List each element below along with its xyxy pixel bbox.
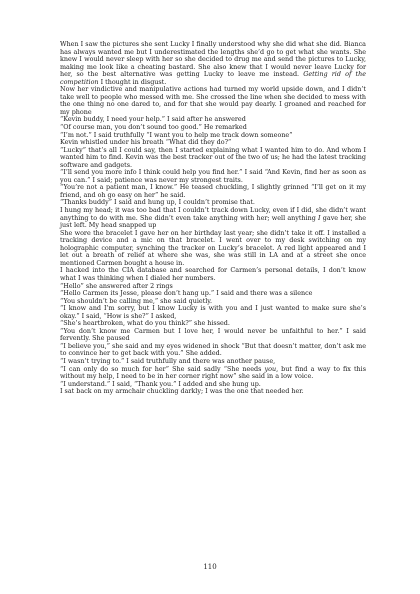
paragraph-text: “Hello Carmen its Jesse, please don’t hang up.” I said and there was a silence (60, 289, 313, 298)
paragraph-text: , but find a way to fix this without my help, I need to be in her corner right now” she said in a low voice. (60, 364, 366, 381)
paragraph-p2 (60, 86, 366, 116)
paragraph-text: “I know and I’m sorry, but I know Lucky is with you and I just wanted to make sure she’s okay.” I said, “How is she?” I asked, (60, 304, 366, 320)
paragraph-text: “I believe you,” she said and my eyes widened in shock “But that doesn’t matter, don’t ask me to convince her to get back with you.” She added. (60, 341, 366, 358)
paragraph-text: “I’m not.” I said truthfully “I want you to help me track down someone” (60, 130, 293, 139)
paragraph-text: “You don’t know me Carmen but I love her, I would never be unfaithful to her.” I said fervently. She paused (60, 326, 366, 343)
paragraph-text: “Lucky” that’s all I could say, then I started explaining what I wanted him to do. And whom I wanted him to find. Kevin was the best tracker out of the two of us; he had the latest tracking software and gadgets. (60, 145, 366, 169)
paragraph-text: When I saw the pictures she sent Lucky I finally understood why she did what she did. Bianca has always wanted me but I underestimated the lengths she’d go to get what she wants. She knew I would never sleep with her so she decided to drug me and send the pictures to Lucky, making me look like a cheating bastard. She also knew that I would never leave Lucky for her, so the best alternative was getting Lucky to leave me instead. (60, 40, 366, 79)
paragraph-p13 (60, 267, 366, 282)
paragraph-text: “I’ll send you more info I think could help you find her.” I said “And Kevin, find her as soon as you can.” I said; patience was never my strongest traits. (60, 168, 366, 184)
paragraph-text: gave her, she just left. My head snapped up (60, 213, 366, 230)
italic-text: you (264, 364, 277, 373)
page-number: 110 (203, 563, 217, 571)
paragraph-text: “I can only do so much for her” She said sadly “She needs (60, 364, 265, 373)
paragraph-p19 (60, 328, 366, 343)
paragraph-p22 (60, 366, 366, 381)
paragraph-text: Now her vindictive and manipulative actions had turned my world upside down, and I didn’t take well to people who messed with me. She crossed the line when she decided to mess with the one thing no one dared to, and for that she would pay dearly. I groaned and reached for my phone (60, 85, 366, 116)
paragraph-text: Kevin whistled under his breath “What did they do?” (60, 138, 232, 147)
paragraph-p20 (60, 343, 366, 358)
paragraph-p1 (60, 41, 366, 86)
italic-text: Getting rid of the competition (60, 70, 366, 86)
paragraph-text: “I understand.” I said, “Thank you.” I added and she hung up. (60, 379, 261, 388)
paragraph-text: “Kevin buddy, I need your help.” I said after he answered (60, 115, 246, 124)
paragraph-p9 (60, 184, 366, 199)
paragraph-text: I sat back on my armchair chuckling darkly; I was the one that needed her. (60, 387, 304, 396)
paragraph-text: “Of course man, you don’t sound too good.” He remarked (60, 123, 247, 132)
paragraph-text: I hacked into the CIA database and searched for Carmen’s personal details, I don’t know what I was thinking when I dialed her numbers. (60, 266, 366, 282)
paragraph-p12 (60, 230, 366, 268)
paragraph-text: “I wasn’t trying to.” I said truthfully and there was another pause, (60, 356, 276, 365)
page-body-text (60, 41, 366, 396)
paragraph-text: I hung my head; it was too bad that I couldn’t track down Lucky, even if I did, she didn’t want anything to do with me. She didn’t even take anything with her; well anything (60, 206, 366, 222)
paragraph-text: “She’s heartbroken, what do you think?” she hissed. (60, 319, 230, 328)
paragraph-p17 (60, 305, 366, 320)
italic-text: I (318, 213, 321, 222)
paragraph-text: “Hello” she answered after 2 rings (60, 281, 173, 290)
paragraph-text: She wore the bracelet I gave her on her birthday last year; she didn’t take it off. I installed a tracking device and a mic on that bracelet. I went over to my desk switching on my holographic computer, synching the tracker on Lucky’s bracelet. A red light appeared and I let out a breath of relief at where she was, she was still in LA and at a street she once mentioned Carmen bought a house in. (60, 228, 366, 267)
paragraph-p11 (60, 207, 366, 230)
paragraph-text: “You shouldn’t be calling me,” she said quietly. (60, 296, 213, 305)
paragraph-p7 (60, 147, 366, 170)
paragraph-text: “Thanks buddy” I said and hung up, I couldn’t promise that. (60, 198, 255, 207)
paragraph-p24 (60, 388, 366, 396)
paragraph-text: I thought in disgust. (98, 77, 167, 86)
paragraph-text: “You’re not a patient man, I know.” He teased chuckling, I slightly grinned “I’ll get on it my friend, and oh go easy on her” he said. (60, 183, 366, 199)
paragraph-p8 (60, 169, 366, 184)
